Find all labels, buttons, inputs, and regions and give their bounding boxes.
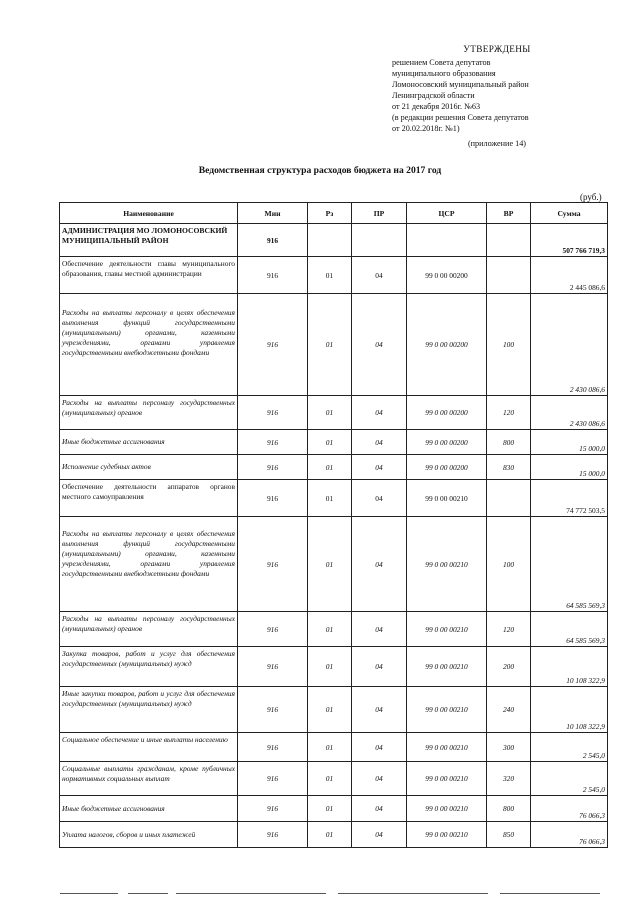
table-header-row bbox=[60, 203, 608, 224]
table-row bbox=[60, 796, 608, 822]
table-row bbox=[60, 294, 608, 396]
row-min: 916 bbox=[238, 733, 308, 762]
row-vr bbox=[487, 257, 531, 294]
table-row bbox=[60, 396, 608, 430]
row-pr: 04 bbox=[352, 396, 407, 430]
table-row bbox=[60, 822, 608, 848]
row-rz: 01 bbox=[308, 257, 352, 294]
bottom-rule bbox=[176, 893, 326, 894]
row-name: Обеспечение деятельности главы муниципального образования, главы местной администрации bbox=[60, 257, 238, 294]
table-row bbox=[60, 612, 608, 647]
budget-table bbox=[59, 202, 608, 848]
row-pr: 04 bbox=[352, 455, 407, 480]
row-name: Иные бюджетные ассигнования bbox=[60, 430, 238, 455]
row-rz bbox=[308, 224, 352, 257]
row-sum: 10 108 322,9 bbox=[531, 687, 608, 733]
row-name: Закупка товаров, работ и услуг для обеспечения государственных (муниципальных) нужд bbox=[60, 647, 238, 687]
row-min: 916 bbox=[238, 796, 308, 822]
row-rz: 01 bbox=[308, 430, 352, 455]
row-csr: 99 0 00 00210 bbox=[407, 480, 487, 517]
table-row bbox=[60, 480, 608, 517]
table-row bbox=[60, 733, 608, 762]
row-min: 916 bbox=[238, 647, 308, 687]
row-csr: 99 0 00 00200 bbox=[407, 257, 487, 294]
header-rz: Рз bbox=[308, 203, 352, 224]
row-name: Обеспечение деятельности аппаратов органов местного самоуправления bbox=[60, 480, 238, 517]
row-vr: 120 bbox=[487, 612, 531, 647]
row-vr: 120 bbox=[487, 396, 531, 430]
currency-unit: (руб.) bbox=[580, 192, 602, 202]
row-sum: 64 585 569,3 bbox=[531, 612, 608, 647]
approval-heading: УТВЕРЖДЕНЫ bbox=[463, 44, 531, 54]
row-name: Расходы на выплаты персоналу государственных (муниципальных) органов bbox=[60, 396, 238, 430]
row-vr: 830 bbox=[487, 455, 531, 480]
row-pr: 04 bbox=[352, 430, 407, 455]
row-rz: 01 bbox=[308, 517, 352, 612]
row-name: АДМИНИСТРАЦИЯ МО ЛОМОНОСОВСКИЙ МУНИЦИПАЛЬНЫЙ РАЙОН bbox=[60, 224, 238, 257]
header-name: Наименование bbox=[60, 203, 238, 224]
approval-line: муниципального образования bbox=[392, 69, 496, 78]
row-rz: 01 bbox=[308, 647, 352, 687]
row-rz: 01 bbox=[308, 612, 352, 647]
row-pr: 04 bbox=[352, 294, 407, 396]
row-vr: 100 bbox=[487, 517, 531, 612]
row-vr: 800 bbox=[487, 796, 531, 822]
approval-line: (в редакции решения Совета депутатов bbox=[392, 113, 529, 122]
row-min: 916 bbox=[238, 224, 308, 257]
row-min: 916 bbox=[238, 430, 308, 455]
table-row bbox=[60, 430, 608, 455]
bottom-rule bbox=[500, 893, 600, 894]
table-row bbox=[60, 224, 608, 257]
row-pr bbox=[352, 224, 407, 257]
approval-line: решением Совета депутатов bbox=[392, 58, 491, 67]
row-csr: 99 0 00 00200 bbox=[407, 455, 487, 480]
row-min: 916 bbox=[238, 455, 308, 480]
row-csr: 99 0 00 00210 bbox=[407, 517, 487, 612]
row-vr: 100 bbox=[487, 294, 531, 396]
row-sum: 76 066,3 bbox=[531, 796, 608, 822]
row-min: 916 bbox=[238, 612, 308, 647]
row-sum: 507 766 719,3 bbox=[531, 224, 608, 257]
row-min: 916 bbox=[238, 822, 308, 848]
row-csr: 99 0 00 00210 bbox=[407, 822, 487, 848]
row-csr: 99 0 00 00210 bbox=[407, 733, 487, 762]
row-vr: 200 bbox=[487, 647, 531, 687]
row-sum: 74 772 503,5 bbox=[531, 480, 608, 517]
row-csr: 99 0 00 00210 bbox=[407, 687, 487, 733]
row-name: Расходы на выплаты персоналу в целях обеспечения выполнения функций государственными (муниципальными) органами, казенными учреждениями, органами управления государственными внебюджетными фондами bbox=[60, 517, 238, 612]
row-min: 916 bbox=[238, 517, 308, 612]
row-pr: 04 bbox=[352, 612, 407, 647]
row-vr bbox=[487, 224, 531, 257]
row-pr: 04 bbox=[352, 796, 407, 822]
row-name: Иные бюджетные ассигнования bbox=[60, 796, 238, 822]
row-rz: 01 bbox=[308, 733, 352, 762]
approval-line: от 21 декабря 2016г. №63 bbox=[392, 102, 481, 111]
row-rz: 01 bbox=[308, 294, 352, 396]
row-vr: 240 bbox=[487, 687, 531, 733]
row-sum: 2 545,0 bbox=[531, 733, 608, 762]
table-row bbox=[60, 257, 608, 294]
approval-line: от 20.02.2018г. №1) bbox=[392, 124, 460, 133]
header-sum: Сумма bbox=[531, 203, 608, 224]
row-pr: 04 bbox=[352, 762, 407, 796]
row-min: 916 bbox=[238, 687, 308, 733]
row-rz: 01 bbox=[308, 762, 352, 796]
row-min: 916 bbox=[238, 480, 308, 517]
row-vr: 800 bbox=[487, 430, 531, 455]
row-pr: 04 bbox=[352, 687, 407, 733]
row-pr: 04 bbox=[352, 733, 407, 762]
header-min: Мин bbox=[238, 203, 308, 224]
table-row bbox=[60, 517, 608, 612]
row-rz: 01 bbox=[308, 687, 352, 733]
row-sum: 15 000,0 bbox=[531, 430, 608, 455]
row-name: Социальное обеспечение и иные выплаты населению bbox=[60, 733, 238, 762]
row-csr: 99 0 00 00200 bbox=[407, 396, 487, 430]
row-csr bbox=[407, 224, 487, 257]
approval-line: Ленинградской области bbox=[392, 91, 475, 100]
row-vr: 320 bbox=[487, 762, 531, 796]
row-pr: 04 bbox=[352, 257, 407, 294]
row-min: 916 bbox=[238, 294, 308, 396]
row-rz: 01 bbox=[308, 822, 352, 848]
table-row bbox=[60, 455, 608, 480]
row-rz: 01 bbox=[308, 796, 352, 822]
appendix-label: (приложение 14) bbox=[467, 139, 527, 148]
row-csr: 99 0 00 00210 bbox=[407, 762, 487, 796]
row-pr: 04 bbox=[352, 480, 407, 517]
row-name: Расходы на выплаты персоналу государственных (муниципальных) органов bbox=[60, 612, 238, 647]
row-rz: 01 bbox=[308, 455, 352, 480]
row-rz: 01 bbox=[308, 480, 352, 517]
row-min: 916 bbox=[238, 762, 308, 796]
header-vr: ВР bbox=[487, 203, 531, 224]
bottom-rule bbox=[338, 893, 488, 894]
approval-block bbox=[392, 44, 602, 149]
row-sum: 10 108 322,9 bbox=[531, 647, 608, 687]
row-csr: 99 0 00 00210 bbox=[407, 647, 487, 687]
bottom-rule bbox=[128, 893, 168, 894]
row-csr: 99 0 00 00200 bbox=[407, 430, 487, 455]
row-min: 916 bbox=[238, 257, 308, 294]
header-csr: ЦСР bbox=[407, 203, 487, 224]
table-row bbox=[60, 687, 608, 733]
row-csr: 99 0 00 00200 bbox=[407, 294, 487, 396]
row-pr: 04 bbox=[352, 647, 407, 687]
row-name: Уплата налогов, сборов и иных платежей bbox=[60, 822, 238, 848]
document-title: Ведомственная структура расходов бюджета на 2017 год bbox=[198, 165, 442, 176]
row-pr: 04 bbox=[352, 822, 407, 848]
row-sum: 2 445 086,6 bbox=[531, 257, 608, 294]
row-sum: 64 585 569,3 bbox=[531, 517, 608, 612]
header-pr: ПР bbox=[352, 203, 407, 224]
row-sum: 2 545,0 bbox=[531, 762, 608, 796]
row-sum: 2 430 086,6 bbox=[531, 294, 608, 396]
row-name: Социальные выплаты гражданам, кроме публичных нормативных социальных выплат bbox=[60, 762, 238, 796]
row-vr bbox=[487, 480, 531, 517]
row-name: Расходы на выплаты персоналу в целях обеспечения выполнения функций государственными (муниципальными) органами, казенными учреждениями, органами управления государственными внебюджетными фондами bbox=[60, 294, 238, 396]
row-pr: 04 bbox=[352, 517, 407, 612]
table-row bbox=[60, 647, 608, 687]
row-name: Исполнение судебных актов bbox=[60, 455, 238, 480]
row-vr: 300 bbox=[487, 733, 531, 762]
row-csr: 99 0 00 00210 bbox=[407, 612, 487, 647]
row-csr: 99 0 00 00210 bbox=[407, 796, 487, 822]
row-name: Иные закупки товаров, работ и услуг для обеспечения государственных (муниципальных) нужд bbox=[60, 687, 238, 733]
row-vr: 850 bbox=[487, 822, 531, 848]
row-rz: 01 bbox=[308, 396, 352, 430]
row-min: 916 bbox=[238, 396, 308, 430]
approval-line: Ломоносовский муниципальный район bbox=[392, 80, 529, 89]
row-sum: 15 000,0 bbox=[531, 455, 608, 480]
table-row bbox=[60, 762, 608, 796]
bottom-rule bbox=[60, 893, 118, 894]
row-sum: 76 066,3 bbox=[531, 822, 608, 848]
row-sum: 2 430 086,6 bbox=[531, 396, 608, 430]
